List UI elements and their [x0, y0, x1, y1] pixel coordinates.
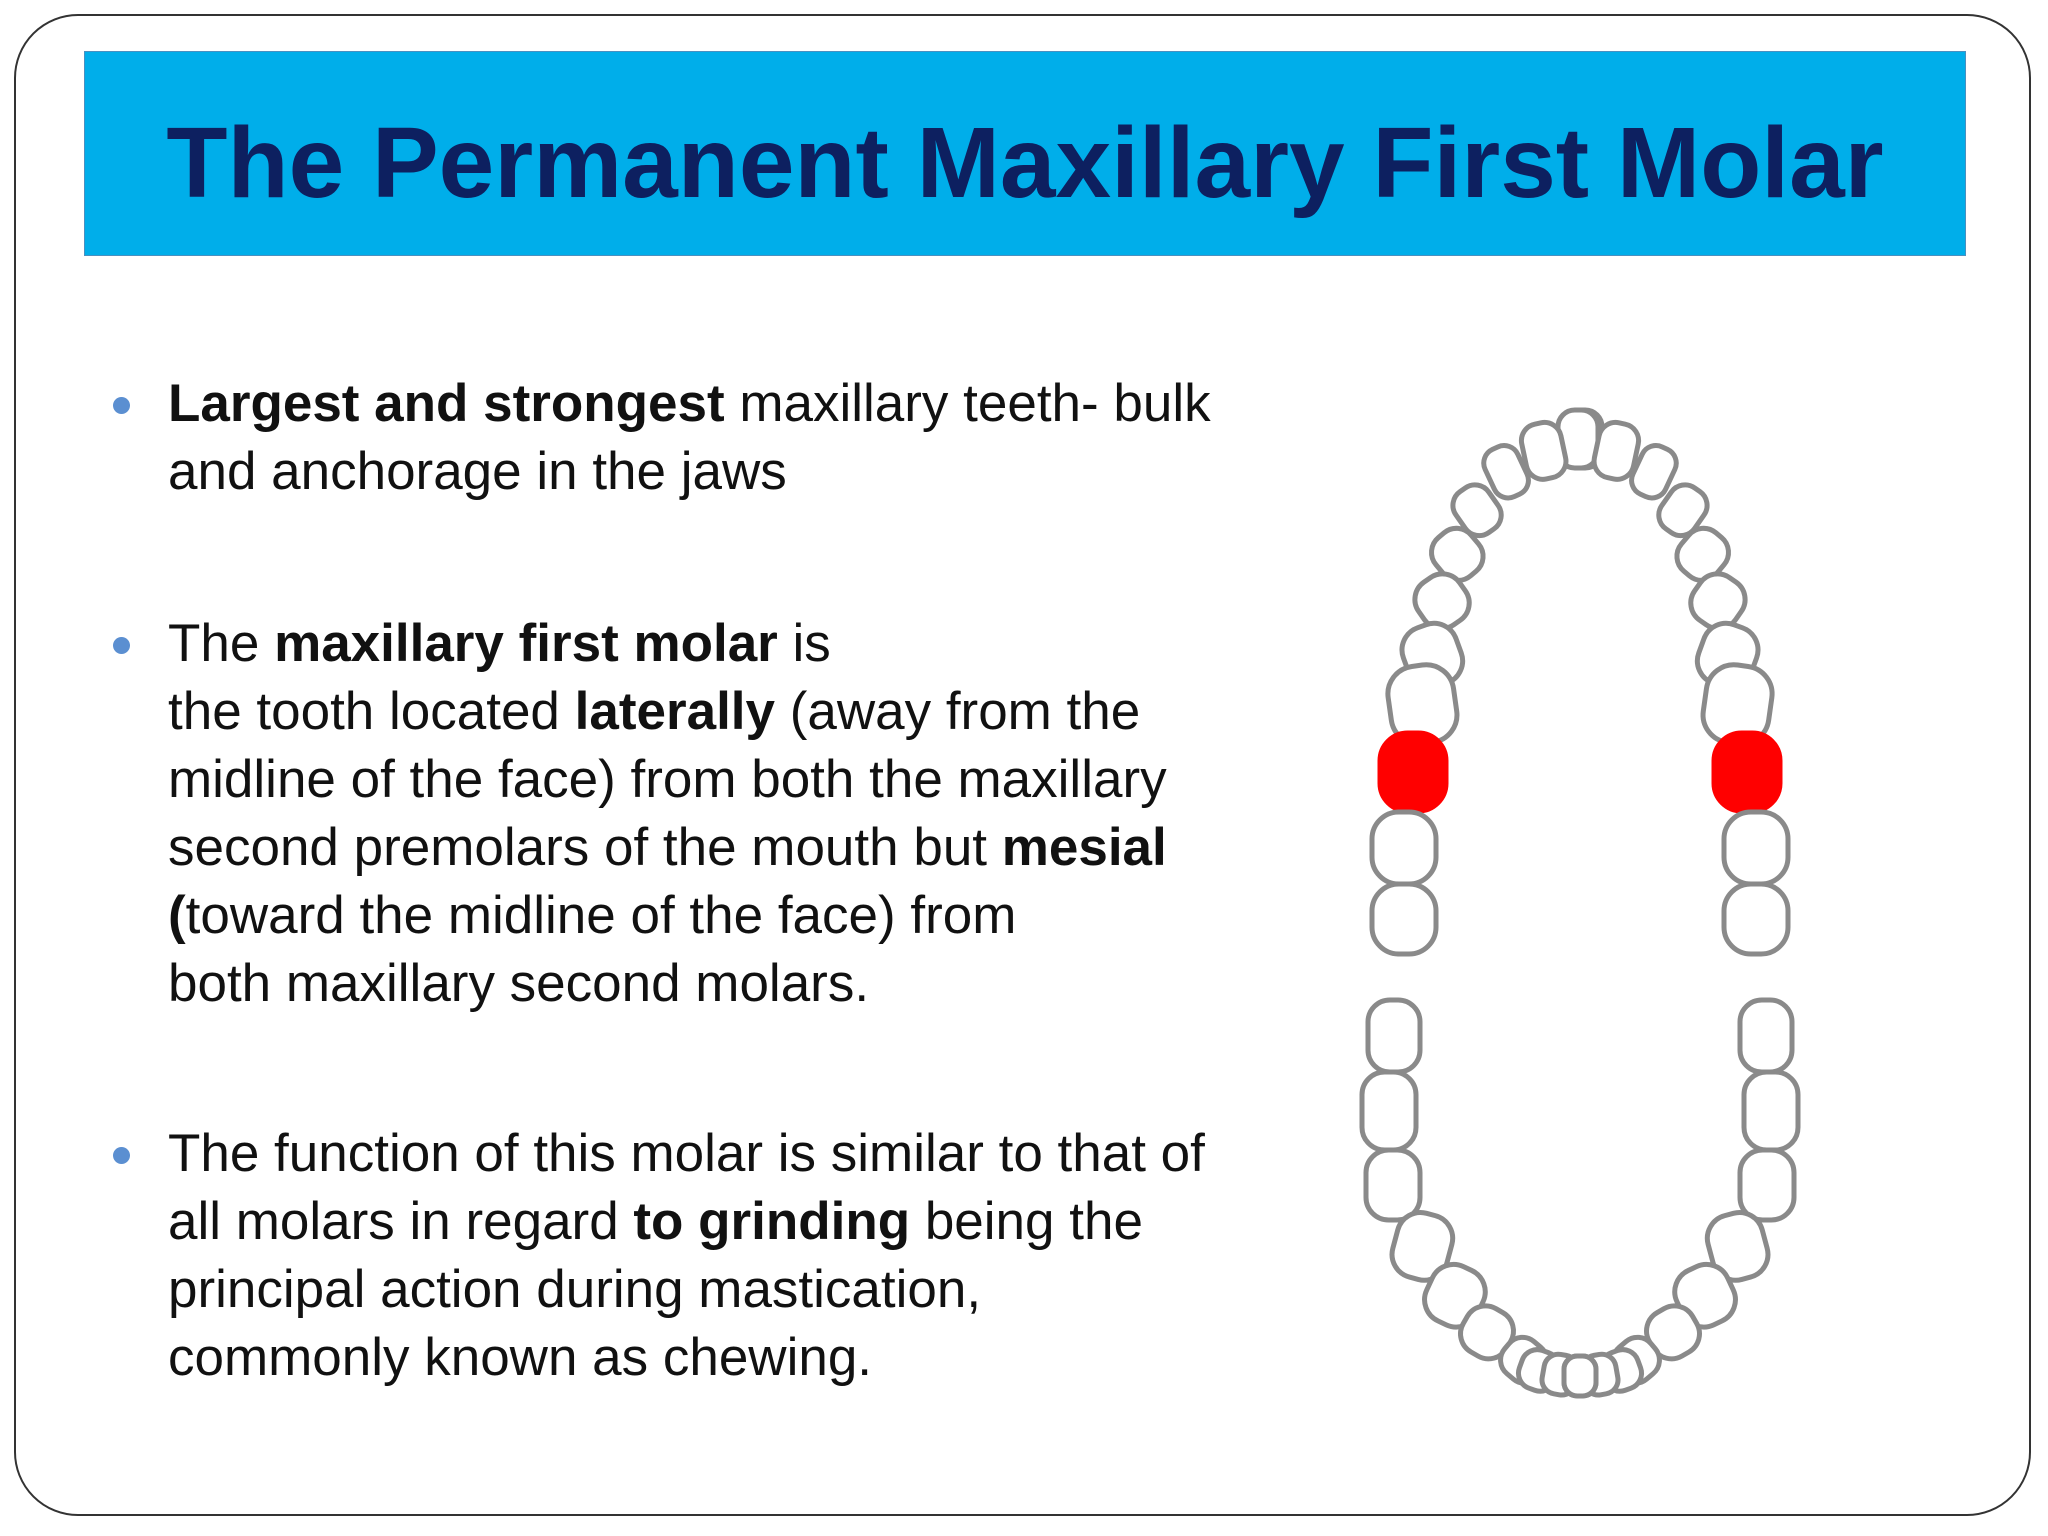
- bullet-line: [168, 678, 1288, 746]
- text-run: toward the midline of the face) from: [185, 886, 1017, 945]
- bullet-text: [168, 610, 1288, 1018]
- tooth-outline: [1372, 884, 1436, 954]
- tooth-outline: [1740, 1000, 1792, 1072]
- tooth-outline: [1564, 1356, 1596, 1396]
- bullet-dot-icon: [113, 397, 130, 414]
- bullet-line: [168, 882, 1288, 950]
- bullet-text: [168, 1120, 1288, 1392]
- bullet-line: [168, 1256, 1288, 1324]
- title-bar: [84, 51, 1966, 256]
- tooth-outline: [1724, 812, 1788, 884]
- tooth-outline: [1744, 1072, 1798, 1150]
- text-run: principal action during mastication,: [168, 1260, 982, 1319]
- tooth-outline: [1372, 812, 1436, 884]
- text-run: is: [777, 614, 831, 673]
- text-run: second premolars of the mouth but: [168, 818, 1002, 877]
- tooth-outline: [1740, 1150, 1794, 1220]
- bold-text-run: to grinding: [633, 1192, 911, 1251]
- bullet-text: [168, 370, 1288, 506]
- text-run: all molars in regard: [168, 1192, 634, 1251]
- text-run: commonly known as chewing.: [168, 1328, 873, 1387]
- text-run: The: [168, 614, 275, 673]
- text-run: The function of this molar is similar to that of: [168, 1124, 1205, 1183]
- bullet-line: [168, 950, 1288, 1018]
- bullet-line: [168, 746, 1288, 814]
- bullet-line: [168, 1188, 1288, 1256]
- bold-text-run: maxillary first molar: [274, 614, 778, 673]
- text-run: the tooth located: [168, 682, 575, 741]
- bullet-dot-icon: [113, 637, 130, 654]
- text-run: (away from the: [775, 682, 1141, 741]
- bullet-line: [168, 1120, 1288, 1188]
- bullet-line: [168, 370, 1288, 438]
- bullet-line: [168, 438, 1288, 506]
- text-run: maxillary teeth- bulk: [724, 374, 1211, 433]
- bullet-line: [168, 814, 1288, 882]
- bold-text-run: mesial: [1001, 818, 1167, 877]
- bold-text-run: Largest and strongest: [168, 374, 725, 433]
- text-run: both maxillary second molars.: [168, 954, 870, 1013]
- text-run: midline of the face) from both the maxillary: [168, 750, 1167, 809]
- bullet-line: [168, 610, 1288, 678]
- highlighted-first-molar: [1714, 733, 1780, 811]
- tooth-outline: [1724, 884, 1788, 954]
- bullet-dot-icon: [113, 1147, 130, 1164]
- text-run: and anchorage in the jaws: [168, 442, 787, 501]
- slide-title: The Permanent Maxillary First Molar: [166, 107, 1884, 219]
- highlighted-first-molar: [1380, 733, 1446, 811]
- maxillary-arch-diagram: [1300, 390, 1860, 1420]
- bold-text-run: laterally: [574, 682, 775, 741]
- text-run: being the: [910, 1192, 1143, 1251]
- bullet-line: [168, 1324, 1288, 1392]
- dental-arch-illustration: [1300, 390, 1860, 1420]
- bold-text-run: (: [168, 886, 186, 945]
- tooth-outline: [1368, 1000, 1420, 1072]
- tooth-outline: [1366, 1150, 1420, 1220]
- tooth-outline: [1362, 1072, 1416, 1150]
